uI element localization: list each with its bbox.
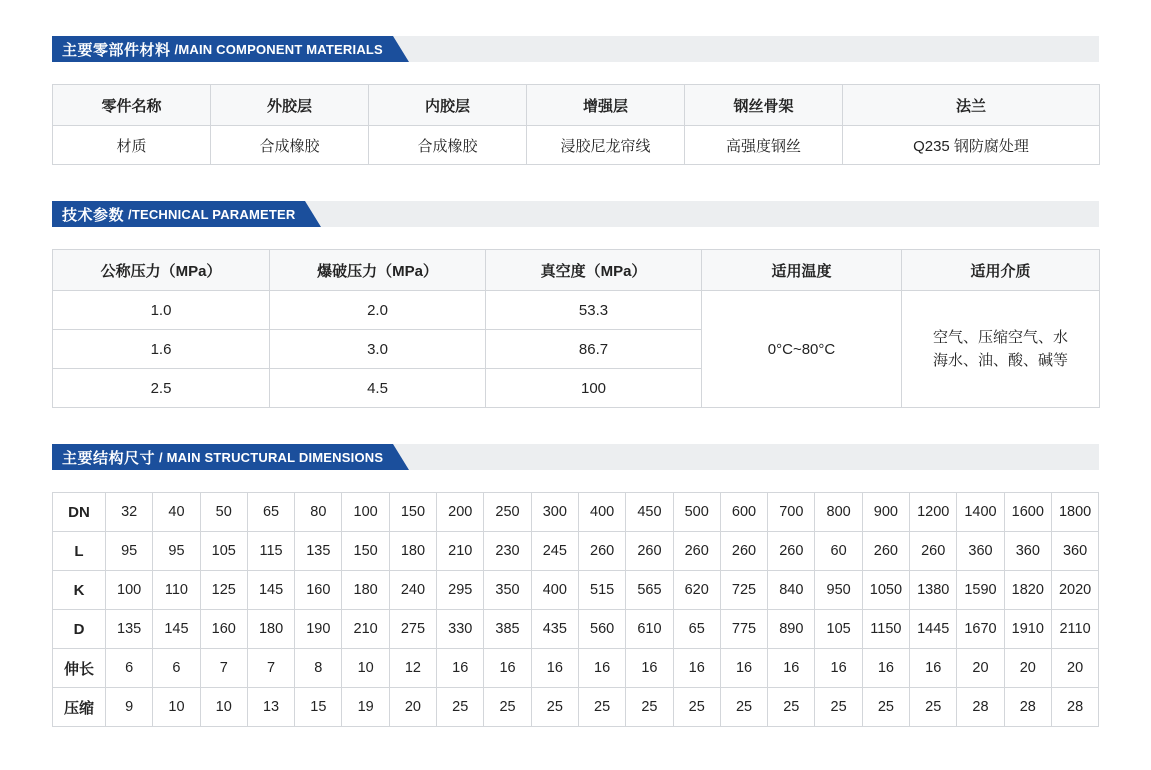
dimensions-cell: 115 [247,532,294,571]
dimensions-cell: 16 [910,649,957,688]
dimensions-cell: 210 [342,610,389,649]
materials-header-cell: 钢丝骨架 [685,85,843,126]
dimensions-cell: 2020 [1051,571,1098,610]
dimensions-cell: 240 [389,571,436,610]
dimensions-cell: 15 [295,688,342,727]
dimensions-cell: 95 [106,532,153,571]
dimensions-cell: 180 [342,571,389,610]
dimensions-cell: 16 [768,649,815,688]
dimensions-cell: 1800 [1051,493,1098,532]
dimensions-cell: 80 [295,493,342,532]
technical-header-cell: 公称压力（MPa） [53,250,270,291]
technical-cell: 86.7 [486,330,702,369]
dimensions-cell: 12 [389,649,436,688]
dimensions-cell: 95 [153,532,200,571]
materials-cell: 合成橡胶 [211,126,369,165]
section-header-dimensions-title-cn: 主要结构尺寸 [62,449,156,467]
materials-header-cell: 内胶层 [369,85,527,126]
dimensions-cell: 2110 [1051,610,1098,649]
dimensions-cell: 260 [910,532,957,571]
dimensions-cell: 150 [389,493,436,532]
table-row [53,291,1100,330]
dimensions-cell: 25 [720,688,767,727]
dimensions-cell: 435 [531,610,578,649]
dimensions-row-label: 压缩 [53,688,106,727]
dimensions-cell: 150 [342,532,389,571]
technical-cell: 100 [486,369,702,408]
dimensions-cell: 160 [295,571,342,610]
dimensions-cell: 25 [815,688,862,727]
technical-cell: 3.0 [270,330,486,369]
dimensions-cell: 400 [531,571,578,610]
dimensions-cell: 10 [153,688,200,727]
dimensions-cell: 600 [720,493,767,532]
dimensions-cell: 450 [626,493,673,532]
technical-header-cell: 适用介质 [902,250,1100,291]
dimensions-cell: 1380 [910,571,957,610]
dimensions-cell: 360 [1051,532,1098,571]
dimensions-cell: 700 [768,493,815,532]
dimensions-cell: 950 [815,571,862,610]
technical-cell: 53.3 [486,291,702,330]
dimensions-cell: 260 [720,532,767,571]
dimensions-cell: 1400 [957,493,1004,532]
dimensions-cell: 25 [862,688,909,727]
dimensions-row-label: D [53,610,106,649]
dimensions-cell: 330 [437,610,484,649]
dimensions-cell: 20 [957,649,1004,688]
dimensions-cell: 275 [389,610,436,649]
dimensions-cell: 200 [437,493,484,532]
dimensions-cell: 16 [484,649,531,688]
dimensions-cell: 25 [768,688,815,727]
section-header-materials-tail [409,36,1099,62]
dimensions-cell: 230 [484,532,531,571]
dimensions-cell: 400 [578,493,625,532]
section-header-technical-label [52,201,305,227]
dimensions-cell: 260 [626,532,673,571]
section-header-dimensions-tail [409,444,1099,470]
dimensions-cell: 515 [578,571,625,610]
dimensions-cell: 105 [815,610,862,649]
dimensions-cell: 565 [626,571,673,610]
technical-media-line1: 空气、压缩空气、水 [932,328,1068,346]
dimensions-table-wrap [52,492,1099,727]
dimensions-cell: 60 [815,532,862,571]
dimensions-cell: 1200 [910,493,957,532]
dimensions-table [52,492,1099,727]
dimensions-cell: 6 [153,649,200,688]
dimensions-cell: 7 [200,649,247,688]
dimensions-cell: 16 [626,649,673,688]
dimensions-cell: 16 [862,649,909,688]
materials-cell: 高强度钢丝 [685,126,843,165]
dimensions-cell: 145 [153,610,200,649]
technical-table-wrap [52,249,1099,408]
dimensions-cell: 6 [106,649,153,688]
dimensions-cell: 110 [153,571,200,610]
dimensions-cell: 560 [578,610,625,649]
section-header-materials-label [52,36,393,62]
table-row [53,493,1099,532]
materials-cell: Q235 钢防腐处理 [843,126,1100,165]
table-row [53,85,1100,126]
section-header-technical-title-en: /TECHNICAL PARAMETER [128,206,296,222]
dimensions-cell: 25 [484,688,531,727]
section-header-technical-title-cn: 技术参数 [62,206,125,224]
dimensions-row-label: L [53,532,106,571]
dimensions-cell: 19 [342,688,389,727]
dimensions-cell: 360 [1004,532,1051,571]
dimensions-cell: 135 [295,532,342,571]
dimensions-cell: 20 [1051,649,1098,688]
dimensions-cell: 135 [106,610,153,649]
technical-media-cell [902,291,1100,408]
dimensions-cell: 260 [673,532,720,571]
table-row [53,126,1100,165]
dimensions-cell: 28 [1051,688,1098,727]
dimensions-cell: 1050 [862,571,909,610]
dimensions-row-label: DN [53,493,106,532]
dimensions-cell: 8 [295,649,342,688]
top-spacer [0,0,1151,36]
dimensions-cell: 250 [484,493,531,532]
dimensions-cell: 180 [247,610,294,649]
section-header-dimensions-slant [393,444,409,470]
dimensions-cell: 1590 [957,571,1004,610]
table-row [53,250,1100,291]
dimensions-cell: 1670 [957,610,1004,649]
section-header-materials-slant [393,36,409,62]
dimensions-cell: 16 [673,649,720,688]
materials-table-wrap [52,84,1099,165]
dimensions-cell: 840 [768,571,815,610]
dimensions-cell: 350 [484,571,531,610]
materials-table [52,84,1100,165]
dimensions-cell: 125 [200,571,247,610]
materials-header-cell: 零件名称 [53,85,211,126]
materials-cell: 合成橡胶 [369,126,527,165]
section-header-technical-tail [321,201,1099,227]
technical-temperature-cell: 0°C~80°C [702,291,902,408]
dimensions-cell: 32 [106,493,153,532]
dimensions-cell: 900 [862,493,909,532]
dimensions-cell: 385 [484,610,531,649]
dimensions-cell: 28 [1004,688,1051,727]
dimensions-cell: 25 [673,688,720,727]
section-header-dimensions [52,444,1099,470]
dimensions-cell: 775 [720,610,767,649]
dimensions-cell: 160 [200,610,247,649]
dimensions-cell: 800 [815,493,862,532]
section-header-technical [52,201,1099,227]
technical-header-cell: 适用温度 [702,250,902,291]
materials-header-cell: 增强层 [527,85,685,126]
technical-table [52,249,1100,408]
dimensions-cell: 620 [673,571,720,610]
dimensions-cell: 100 [106,571,153,610]
dimensions-cell: 500 [673,493,720,532]
dimensions-cell: 1910 [1004,610,1051,649]
materials-header-cell: 外胶层 [211,85,369,126]
dimensions-cell: 260 [862,532,909,571]
dimensions-cell: 260 [578,532,625,571]
dimensions-cell: 100 [342,493,389,532]
dimensions-cell: 25 [531,688,578,727]
table-row [53,688,1099,727]
technical-header-cell: 爆破压力（MPa） [270,250,486,291]
dimensions-cell: 145 [247,571,294,610]
technical-media-line2: 海水、油、酸、碱等 [932,352,1068,369]
dimensions-cell: 1820 [1004,571,1051,610]
dimensions-cell: 180 [389,532,436,571]
section-header-materials-title-cn: 主要零部件材料 [62,41,171,59]
dimensions-cell: 360 [957,532,1004,571]
dimensions-cell: 890 [768,610,815,649]
dimensions-cell: 25 [437,688,484,727]
dimensions-cell: 16 [815,649,862,688]
table-row [53,610,1099,649]
dimensions-cell: 65 [673,610,720,649]
technical-cell: 1.6 [53,330,270,369]
dimensions-cell: 16 [437,649,484,688]
dimensions-cell: 1150 [862,610,909,649]
dimensions-cell: 260 [768,532,815,571]
dimensions-cell: 20 [389,688,436,727]
materials-bottom-spacer [0,165,1151,201]
dimensions-cell: 1600 [1004,493,1051,532]
technical-bottom-spacer [0,408,1151,444]
dimensions-cell: 65 [247,493,294,532]
dimensions-cell: 210 [437,532,484,571]
dimensions-cell: 16 [578,649,625,688]
dimensions-cell: 16 [720,649,767,688]
section-header-materials-title-en: /MAIN COMPONENT MATERIALS [174,41,383,57]
dimensions-cell: 25 [578,688,625,727]
technical-cell: 1.0 [53,291,270,330]
dimensions-cell: 7 [247,649,294,688]
dimensions-cell: 190 [295,610,342,649]
section-header-technical-slant [305,201,321,227]
materials-cell: 材质 [53,126,211,165]
dimensions-cell: 725 [720,571,767,610]
dimensions-cell: 300 [531,493,578,532]
technical-cell: 2.5 [53,369,270,408]
dimensions-cell: 40 [153,493,200,532]
materials-cell: 浸胶尼龙帘线 [527,126,685,165]
dimensions-cell: 295 [437,571,484,610]
dimensions-cell: 25 [626,688,673,727]
technical-header-cell: 真空度（MPa） [486,250,702,291]
technical-cell: 4.5 [270,369,486,408]
dimensions-cell: 10 [200,688,247,727]
table-row [53,532,1099,571]
dimensions-cell: 13 [247,688,294,727]
table-row [53,649,1099,688]
dimensions-cell: 50 [200,493,247,532]
technical-cell: 2.0 [270,291,486,330]
dimensions-cell: 20 [1004,649,1051,688]
materials-header-cell: 法兰 [843,85,1100,126]
dimensions-cell: 16 [531,649,578,688]
dimensions-cell: 1445 [910,610,957,649]
dimensions-cell: 105 [200,532,247,571]
section-header-materials [52,36,1099,62]
table-row [53,571,1099,610]
dimensions-cell: 9 [106,688,153,727]
dimensions-row-label: K [53,571,106,610]
dimensions-row-label: 伸长 [53,649,106,688]
dimensions-cell: 28 [957,688,1004,727]
section-header-dimensions-label [52,444,393,470]
dimensions-cell: 25 [910,688,957,727]
dimensions-cell: 610 [626,610,673,649]
dimensions-cell: 10 [342,649,389,688]
section-header-dimensions-title-en: / MAIN STRUCTURAL DIMENSIONS [159,449,384,465]
dimensions-cell: 245 [531,532,578,571]
